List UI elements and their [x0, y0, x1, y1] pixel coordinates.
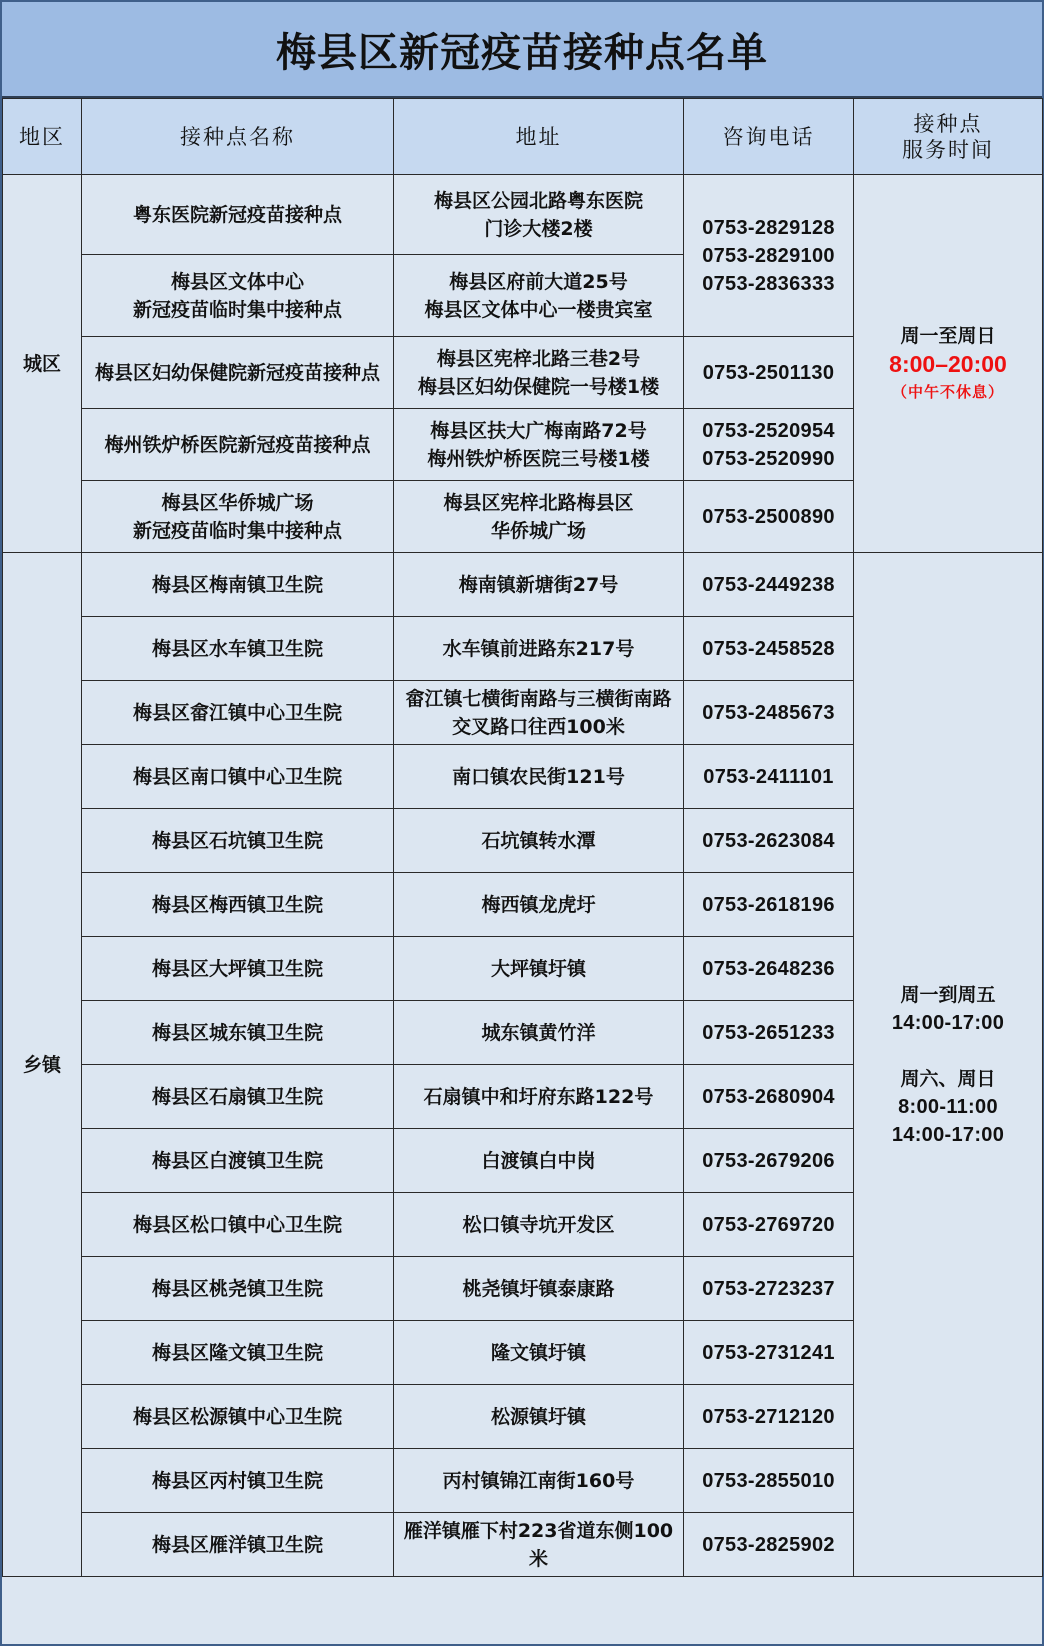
- text-line: 梅州铁炉桥医院新冠疫苗接种点: [104, 433, 371, 456]
- text-line: 0753-2500890: [702, 505, 835, 528]
- header-service-hours: [854, 99, 1043, 175]
- text-line: 梅县区畲江镇中心卫生院: [132, 701, 342, 724]
- text-line: 新冠疫苗临时集中接种点: [132, 519, 342, 542]
- table-row: [3, 553, 1043, 617]
- hours-time: 8:00–20:00: [889, 350, 1007, 377]
- text-line: 雁洋镇雁下村223省道东侧100米: [403, 1519, 674, 1570]
- text-line: 南口镇农民街121号: [452, 765, 625, 788]
- site-phone-cell: 0753-2411101: [684, 745, 854, 809]
- site-address-cell: [394, 937, 684, 1001]
- text-line: 梅县区公园北路粤东医院: [433, 189, 643, 212]
- site-address-cell: [394, 617, 684, 681]
- site-name-cell: [82, 255, 394, 337]
- text-line: 梅县区松口镇中心卫生院: [132, 1213, 342, 1236]
- site-name-cell: [82, 1449, 394, 1513]
- hours-note: （中午不休息）: [891, 382, 1004, 401]
- header-phone: 咨询电话: [684, 99, 854, 175]
- text-line: 梅县区扶大广梅南路72号: [430, 419, 647, 442]
- site-phone-cell: 0753-2618196: [684, 873, 854, 937]
- site-phone-cell: [684, 409, 854, 481]
- text-line: 0753-2520954: [702, 419, 835, 442]
- site-phone-cell: [684, 481, 854, 553]
- page-title: 梅县区新冠疫苗接种点名单: [2, 2, 1042, 98]
- site-name-cell: [82, 1321, 394, 1385]
- site-address-cell: [394, 745, 684, 809]
- text-line: 梅县区南口镇中心卫生院: [132, 765, 342, 788]
- region-cell-urban: 城区: [3, 175, 82, 553]
- site-phone-cell: [684, 337, 854, 409]
- text-line: 梅县区府前大道25号: [449, 270, 628, 293]
- site-name-cell: [82, 1065, 394, 1129]
- site-address-cell: [394, 1065, 684, 1129]
- site-name-cell: [82, 409, 394, 481]
- site-name-cell: [82, 1193, 394, 1257]
- site-phone-cell: 0753-2679206: [684, 1129, 854, 1193]
- text-line: 大坪镇圩镇: [490, 957, 586, 980]
- site-name-cell: [82, 1257, 394, 1321]
- text-line: 城东镇黄竹洋: [481, 1021, 596, 1044]
- text-line: 梅县区隆文镇卫生院: [151, 1341, 323, 1364]
- header-region: 地区: [3, 99, 82, 175]
- text-line: 梅县区梅西镇卫生院: [151, 893, 323, 916]
- site-phone-cell: 0753-2855010: [684, 1449, 854, 1513]
- site-phone-cell: 0753-2648236: [684, 937, 854, 1001]
- site-name-cell: [82, 337, 394, 409]
- text-line: 0753-2829100: [702, 244, 835, 267]
- site-name-cell: [82, 809, 394, 873]
- text-line: 梅县区大坪镇卫生院: [151, 957, 323, 980]
- text-line: 松口镇寺坑开发区: [462, 1213, 615, 1236]
- text-line: 梅县区白渡镇卫生院: [151, 1149, 323, 1172]
- header-site-name: 接种点名称: [82, 99, 394, 175]
- site-name-cell: [82, 745, 394, 809]
- site-address-cell: [394, 481, 684, 553]
- text-line: 0753-2501130: [702, 361, 835, 384]
- site-name-cell: [82, 175, 394, 255]
- site-name-cell: [82, 1001, 394, 1065]
- site-name-cell: [82, 617, 394, 681]
- site-address-cell: [394, 1257, 684, 1321]
- text-line: 0753-2520990: [702, 447, 835, 470]
- text-line: 梅县区桃尧镇卫生院: [151, 1277, 323, 1300]
- text-line: 梅县区石坑镇卫生院: [151, 829, 323, 852]
- site-address-cell: [394, 255, 684, 337]
- site-name-cell: [82, 681, 394, 745]
- text-line: 0753-2836333: [702, 272, 835, 295]
- text-line: 梅县区宪梓北路三巷2号: [436, 347, 641, 370]
- site-phone-cell: 0753-2712120: [684, 1385, 854, 1449]
- site-address-cell: [394, 1513, 684, 1577]
- hours-days: 周一至周日: [900, 324, 996, 347]
- site-name-cell: [82, 1129, 394, 1193]
- text-line: 梅西镇龙虎圩: [481, 893, 596, 916]
- site-phone-cell: 0753-2458528: [684, 617, 854, 681]
- site-phone-cell: 0753-2680904: [684, 1065, 854, 1129]
- table-header-row: [3, 99, 1043, 175]
- text-line: 梅县区松源镇中心卫生院: [132, 1405, 342, 1428]
- text-line: 梅县区文体中心一楼贵宾室: [424, 298, 653, 321]
- table-row: [3, 175, 1043, 255]
- text-line: 隆文镇圩镇: [490, 1341, 586, 1364]
- text-line: 梅州铁炉桥医院三号楼1楼: [427, 447, 650, 470]
- site-name-cell: [82, 481, 394, 553]
- site-name-cell: [82, 873, 394, 937]
- text-line: 梅南镇新塘街27号: [458, 573, 619, 596]
- region-cell-township: 乡镇: [3, 553, 82, 1577]
- site-address-cell: [394, 1449, 684, 1513]
- site-name-cell: [82, 937, 394, 1001]
- text-line: 丙村镇锦江南街160号: [442, 1469, 635, 1492]
- text-line: 门诊大楼2楼: [484, 217, 593, 240]
- weekday-label: 周一到周五: [900, 983, 996, 1006]
- site-address-cell: [394, 1129, 684, 1193]
- text-line: 石扇镇中和圩府东路122号: [423, 1085, 654, 1108]
- weekend-label: 周六、周日: [900, 1067, 996, 1090]
- text-line: 桃尧镇圩镇泰康路: [462, 1277, 615, 1300]
- site-phone-cell: 0753-2651233: [684, 1001, 854, 1065]
- site-address-cell: [394, 553, 684, 617]
- site-address-cell: [394, 337, 684, 409]
- site-phone-cell: 0753-2449238: [684, 553, 854, 617]
- site-address-cell: [394, 409, 684, 481]
- header-address: 地址: [394, 99, 684, 175]
- site-address-cell: [394, 1385, 684, 1449]
- site-address-cell: [394, 873, 684, 937]
- site-phone-cell: 0753-2723237: [684, 1257, 854, 1321]
- text-line: 交叉路口往西100米: [452, 715, 625, 738]
- site-address-cell: [394, 809, 684, 873]
- site-phone-cell: 0753-2769720: [684, 1193, 854, 1257]
- site-address-cell: [394, 681, 684, 745]
- weekday-time: 14:00-17:00: [891, 1011, 1005, 1034]
- text-line: 松源镇圩镇: [490, 1405, 586, 1428]
- header-hours-line1: 接种点: [913, 111, 983, 136]
- site-name-cell: [82, 553, 394, 617]
- header-hours-line2: 服务时间: [902, 137, 994, 162]
- text-line: 石坑镇转水潭: [481, 829, 596, 852]
- text-line: 白渡镇白中岗: [481, 1149, 596, 1172]
- text-line: 梅县区文体中心: [170, 270, 304, 293]
- site-phone-cell: 0753-2623084: [684, 809, 854, 873]
- site-phone-cell: 0753-2825902: [684, 1513, 854, 1577]
- text-line: 华侨城广场: [490, 519, 586, 542]
- text-line: 梅县区梅南镇卫生院: [151, 573, 323, 596]
- text-line: 梅县区妇幼保健院新冠疫苗接种点: [94, 361, 380, 384]
- text-line: 新冠疫苗临时集中接种点: [132, 298, 342, 321]
- text-line: 梅县区华侨城广场: [161, 491, 314, 514]
- township-hours-cell: [854, 553, 1043, 1577]
- text-line: 畲江镇七横街南路与三横街南路: [405, 687, 672, 710]
- site-address-cell: [394, 1001, 684, 1065]
- shared-phone-cell: [684, 175, 854, 337]
- site-address-cell: [394, 1193, 684, 1257]
- site-address-cell: [394, 1321, 684, 1385]
- text-line: 梅县区丙村镇卫生院: [151, 1469, 323, 1492]
- text-line: 粤东医院新冠疫苗接种点: [132, 203, 342, 226]
- site-name-cell: [82, 1513, 394, 1577]
- text-line: 梅县区石扇镇卫生院: [151, 1085, 323, 1108]
- text-line: 梅县区宪梓北路梅县区: [443, 491, 634, 514]
- site-name-cell: [82, 1385, 394, 1449]
- site-address-cell: [394, 175, 684, 255]
- text-line: 0753-2829128: [702, 216, 835, 239]
- site-phone-cell: 0753-2731241: [684, 1321, 854, 1385]
- text-line: 梅县区城东镇卫生院: [151, 1021, 323, 1044]
- text-line: 水车镇前进路东217号: [442, 637, 635, 660]
- urban-hours-cell: [854, 175, 1043, 553]
- weekend-time-morning: 8:00-11:00: [898, 1095, 998, 1118]
- site-phone-cell: 0753-2485673: [684, 681, 854, 745]
- weekend-time-afternoon: 14:00-17:00: [891, 1123, 1005, 1146]
- hours-spacer: [856, 1037, 1040, 1065]
- text-line: 梅县区雁洋镇卫生院: [151, 1533, 323, 1556]
- text-line: 梅县区水车镇卫生院: [151, 637, 323, 660]
- text-line: 梅县区妇幼保健院一号楼1楼: [417, 375, 660, 398]
- sites-table: [2, 98, 1043, 1577]
